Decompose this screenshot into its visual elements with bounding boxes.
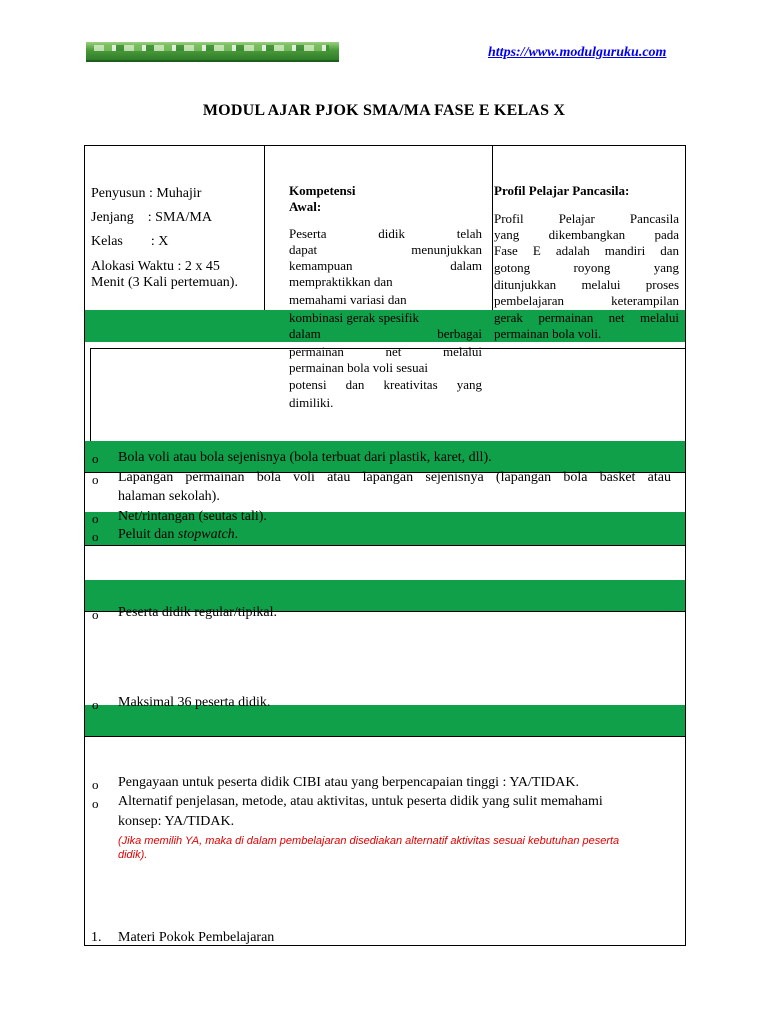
sarana-item-lapangan-cont: halaman sekolah).: [118, 489, 220, 504]
bullet-marker: o: [92, 796, 99, 811]
stopwatch-italic: stopwatch: [177, 527, 235, 542]
note-text-1: (Jika memilih YA, maka di dalam pembelajaran disediakan alternatif aktivitas sesuai kebutuhan peserta: [118, 835, 620, 847]
sarana-item-net: Net/rintangan (seutas tali).: [118, 509, 267, 524]
pengayaan-item: Pengayaan untuk peserta didik CIBI atau yang berpencapaian tinggi : YA/TIDAK.: [118, 775, 579, 790]
bullet-marker: o: [92, 607, 99, 622]
alternatif-item-cont: konsep: YA/TIDAK.: [118, 814, 235, 829]
profil-line: permainan bola voli.: [494, 326, 602, 341]
alokasi-text-1: Alokasi Waktu : 2 x 45: [91, 259, 220, 274]
kompetensi-heading-1: Kompetensi: [289, 183, 356, 198]
bullet-marker: o: [92, 777, 99, 792]
kompetensi-line: dimiliki.: [289, 395, 334, 410]
kelas-text: Kelas : X: [91, 234, 169, 249]
bullet-marker: o: [92, 697, 99, 712]
alokasi-text-2: Menit (3 Kali pertemuan).: [91, 275, 238, 290]
note-text-2: didik).: [118, 849, 148, 861]
profil-line: ditunjukkan melalui proses: [494, 277, 679, 292]
kompetensi-heading-2: Awal:: [289, 199, 322, 214]
kompetensi-line: kombinasi gerak spesifik: [289, 310, 419, 325]
sarana-item-lapangan: Lapangan permainan bola voli atau lapangan sejenisnya (lapangan bola basket atau: [118, 470, 671, 485]
kompetensi-line: Peserta didik telah: [289, 226, 482, 241]
profil-line: Profil Pelajar Pancasila: [494, 211, 679, 226]
jenjang-text: Jenjang : SMA/MA: [91, 210, 212, 225]
bullet-marker: o: [92, 472, 99, 487]
penyusun-text: Penyusun : Muhajir: [91, 186, 202, 201]
materi-number: 1.: [91, 930, 102, 945]
kompetensi-line: dapat menunjukkan: [289, 242, 482, 257]
profil-line: Fase E adalah mandiri dan: [494, 243, 679, 258]
sarana-item-peluit: Peluit dan stopwatch.: [118, 527, 239, 542]
row-divider-4: [84, 736, 686, 737]
sarana-item-bola: Bola voli atau bola sejenisnya (bola terbuat dari plastik, karet, dll).: [118, 450, 492, 465]
column-divider-2: [492, 145, 493, 310]
alternatif-item: Alternatif penjelasan, metode, atau aktivitas, untuk peserta didik yang sulit memahami: [118, 794, 603, 809]
profil-line: gerak permainan net melalui: [494, 310, 679, 325]
profil-line: gotong royong yang: [494, 260, 679, 275]
bullet-marker: o: [92, 511, 99, 526]
logo-decoration: [94, 45, 329, 51]
kompetensi-line: dalam berbagai: [289, 326, 482, 341]
profil-heading: Profil Pelajar Pancasila:: [494, 183, 630, 198]
kompetensi-line: permainan bola voli sesuai: [289, 360, 428, 375]
target-item: Peserta didik regular/tipikal.: [118, 605, 278, 620]
page-title: MODUL AJAR PJOK SMA/MA FASE E KELAS X: [202, 102, 566, 119]
bullet-marker: o: [92, 529, 99, 544]
row-divider-2: [84, 545, 686, 546]
kompetensi-line: kemampuan dalam: [289, 258, 482, 273]
column-divider-1: [264, 145, 265, 310]
kompetensi-line: permainan net melalui: [289, 344, 482, 359]
profil-line: pembelajaran keterampilan: [494, 293, 679, 308]
table-top-border: [84, 145, 686, 146]
materi-label: Materi Pokok Pembelajaran: [118, 930, 275, 945]
profil-line: yang dikembangkan pada: [494, 227, 679, 242]
kompetensi-line: potensi dan kreativitas yang: [289, 377, 482, 392]
kompetensi-line: mempraktikkan dan: [289, 274, 393, 289]
kompetensi-line: memahami variasi dan: [289, 292, 407, 307]
bullet-marker: o: [92, 451, 99, 466]
inner-box-left: [90, 348, 91, 441]
website-link[interactable]: https://www.modulguruku.com: [488, 45, 667, 60]
jumlah-item: Maksimal 36 peserta didik.: [118, 695, 271, 710]
